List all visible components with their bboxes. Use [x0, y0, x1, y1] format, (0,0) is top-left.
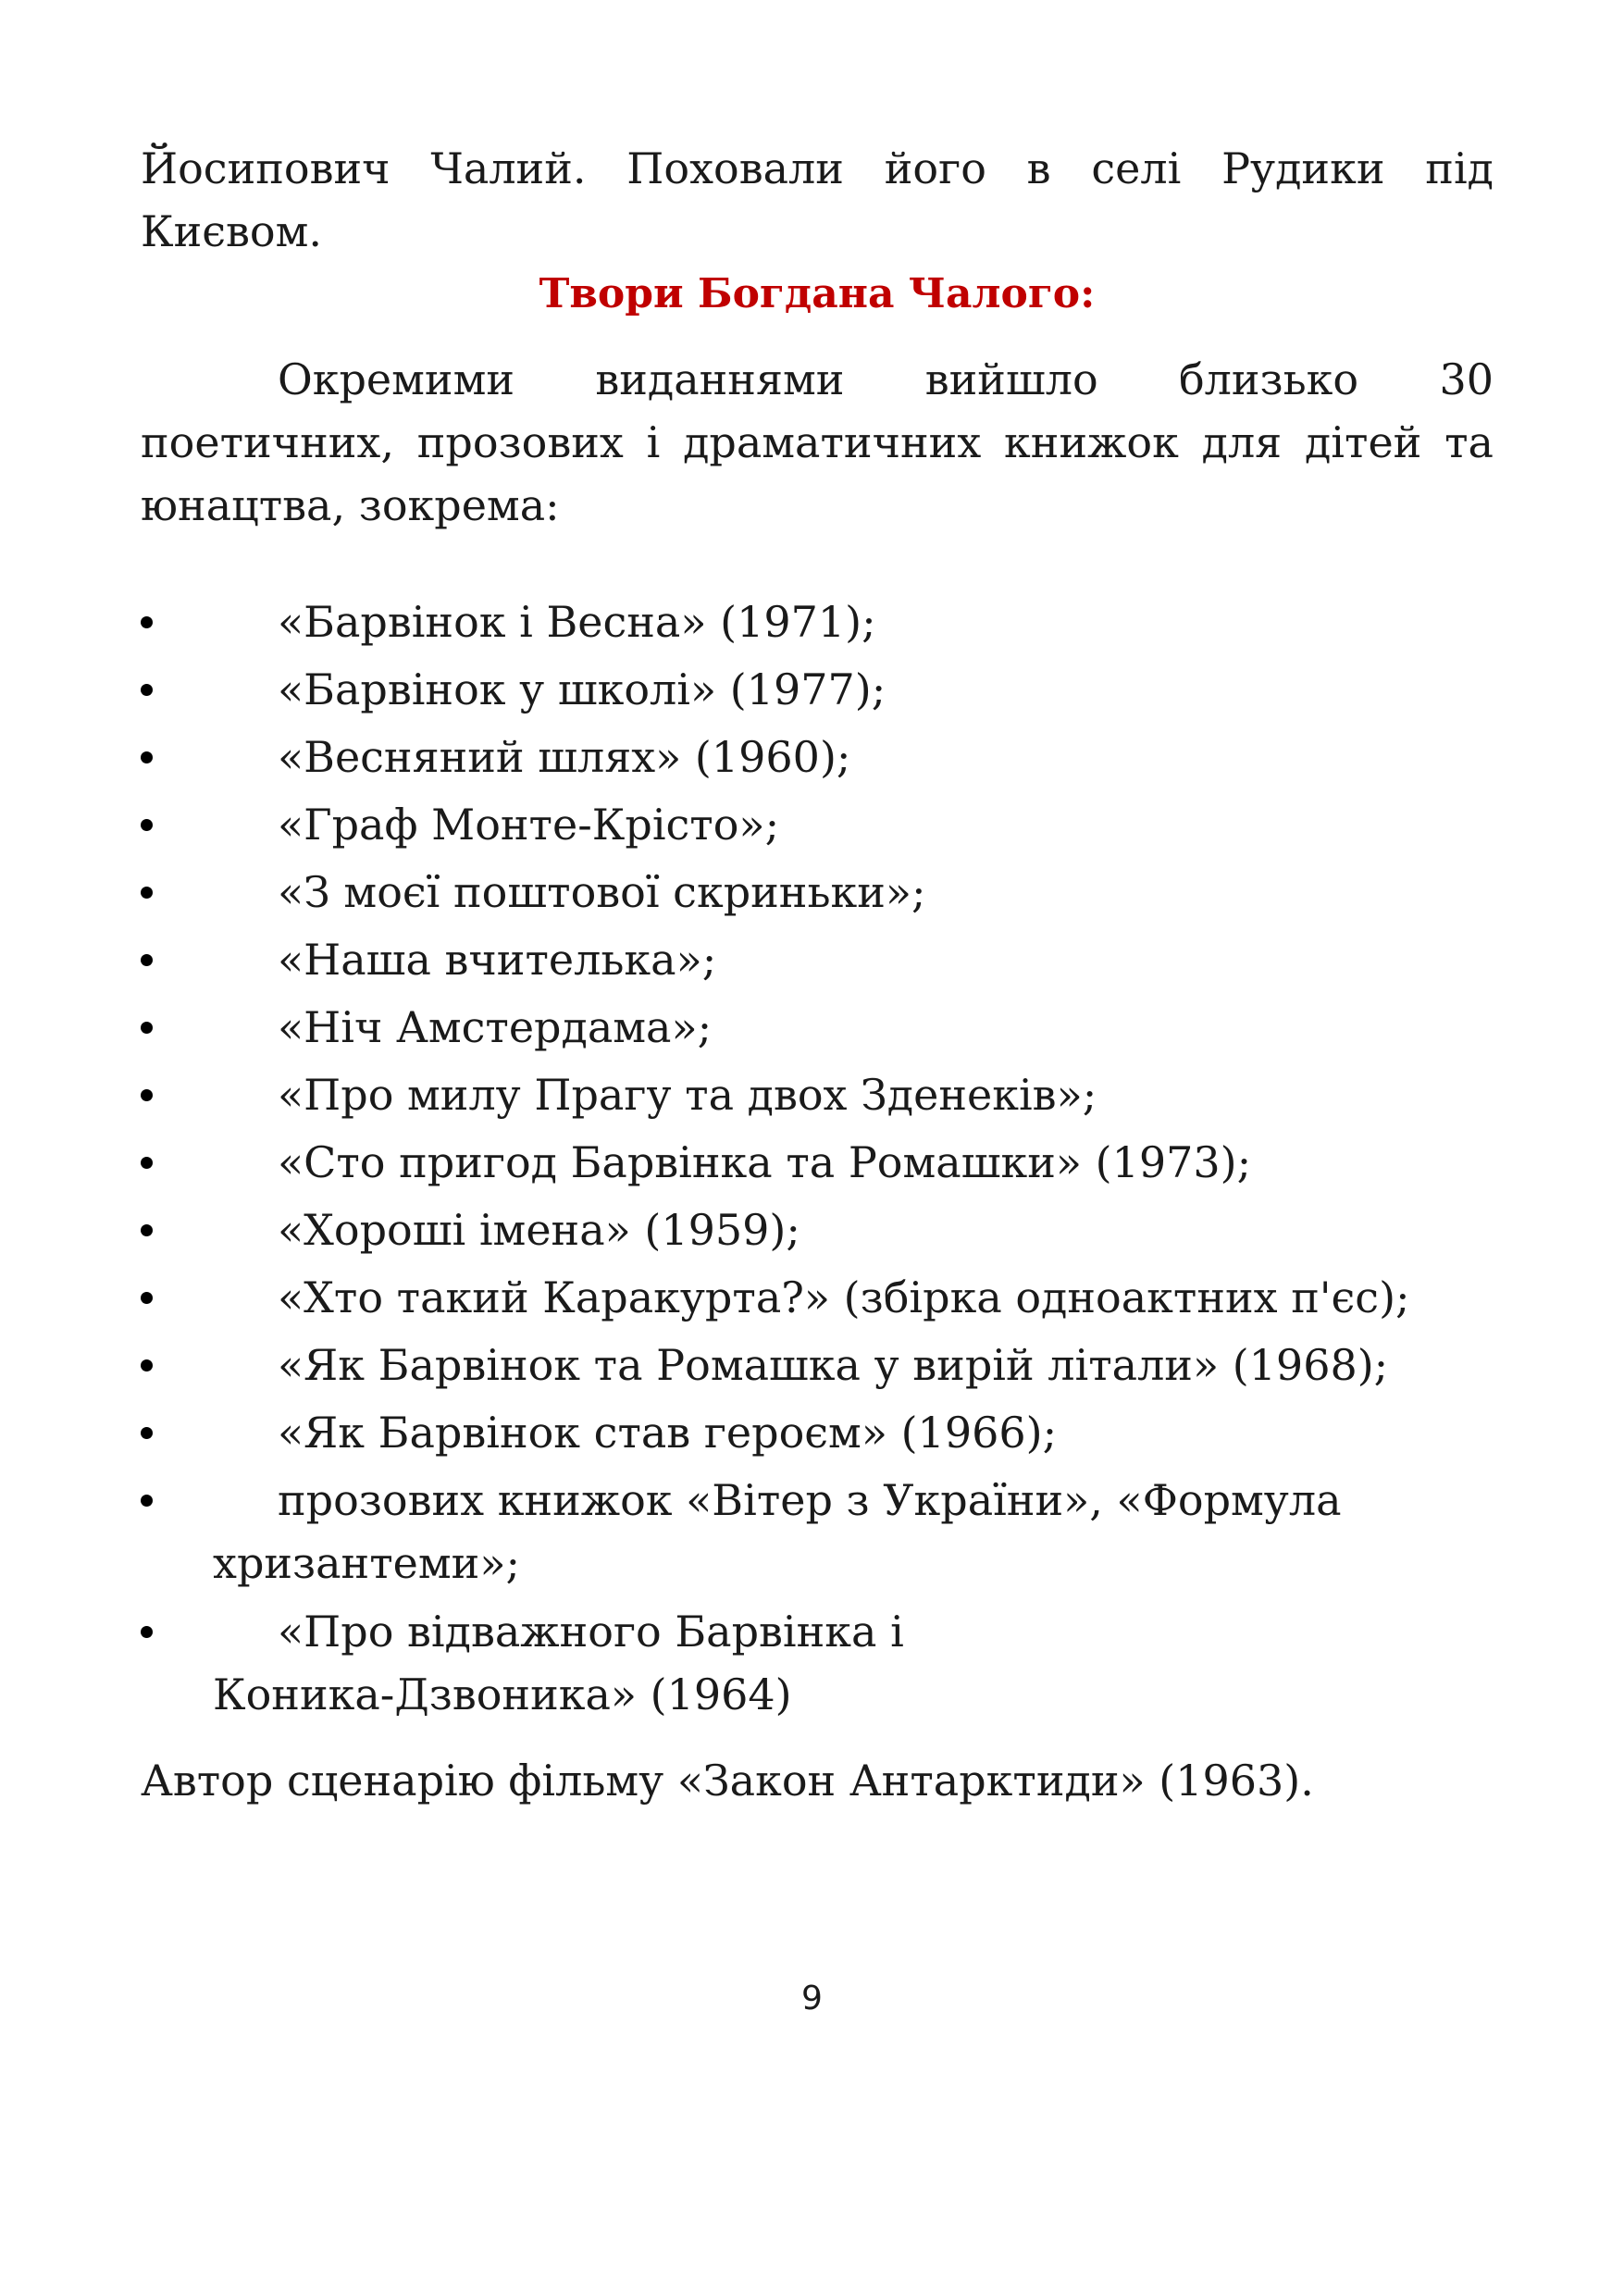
works-list [141, 590, 1494, 1728]
bullet-icon [141, 616, 153, 628]
list-item [141, 1469, 1494, 1598]
list-item-text: «Наша вчителька»; [278, 935, 717, 985]
list-item [141, 726, 1494, 793]
intro-paragraph-text: Йосипович Чалий. Поховали його в селі Рудики під Києвом. [141, 143, 1494, 256]
works-intro-rest [141, 411, 1494, 537]
list-item-text: «Як Барвінок став героєм» (1966); [278, 1408, 1058, 1458]
list-item-text: «Барвінок у школі» (1977); [278, 664, 886, 714]
list-item [141, 1600, 1494, 1726]
works-intro-rest-text: поетичних, прозових і драматичних книжок для дітей та юнацтва, зокрема: [141, 417, 1494, 530]
list-item [141, 590, 1494, 658]
list-item-text: «З моєї поштової скриньки»; [278, 867, 926, 917]
list-item-text: «Хто такий Каракурта?» (збірка одноактних п'єс); [278, 1272, 1410, 1322]
list-item-text: прозових книжок «Вітер з України», «Формула хризантеми»; [213, 1475, 1342, 1588]
author-note [141, 1749, 1494, 1812]
bullet-icon [141, 1292, 153, 1304]
list-item-text: «Весняний шлях» (1960); [278, 732, 851, 782]
list-item-text: «Як Барвінок та Ромашка у вирій літали» (1968); [278, 1340, 1389, 1390]
bullet-icon [141, 1495, 153, 1507]
works-heading: Твори Богдана Чалого: [539, 270, 1096, 317]
bullet-icon [141, 1224, 153, 1236]
list-item [141, 1198, 1494, 1266]
bullet-icon [141, 1089, 153, 1101]
list-item-text: «Ніч Амстердама»; [278, 1002, 713, 1052]
author-note-text: Автор сценарію фільму «Закон Антарктиди» (1963). [141, 1756, 1314, 1806]
bullet-icon [141, 954, 153, 966]
bullet-icon [141, 1427, 153, 1439]
list-item-text: «Граф Монте-Крісто»; [278, 800, 780, 850]
list-item [141, 1334, 1494, 1401]
list-item-text: «Хороші імена» (1959); [278, 1205, 800, 1255]
bullet-icon [141, 684, 153, 696]
list-item [141, 928, 1494, 996]
bullet-icon [141, 1022, 153, 1034]
list-item-text: «Про відважного Барвінка і Коника-Дзвоника» (1964) [213, 1607, 904, 1719]
intro-paragraph [141, 137, 1494, 263]
list-item [141, 793, 1494, 861]
works-intro-line1-text: Окремими виданнями вийшло близько 30 [278, 354, 1494, 404]
bullet-icon [141, 751, 153, 763]
list-item-text: «Барвінок і Весна» (1971); [278, 597, 876, 647]
list-item [141, 658, 1494, 726]
list-item [141, 1131, 1494, 1198]
bullet-icon [141, 819, 153, 831]
list-item [141, 1266, 1494, 1334]
list-item-text: «Про милу Прагу та двох Зденеків»; [278, 1070, 1097, 1120]
works-intro-paragraph [141, 348, 1494, 537]
list-item [141, 1063, 1494, 1131]
bullet-icon [141, 1626, 153, 1638]
list-item [141, 996, 1494, 1063]
bullet-icon [141, 887, 153, 899]
list-item [141, 1401, 1494, 1469]
page-number: 9 [801, 1980, 823, 2017]
bullet-icon [141, 1157, 153, 1169]
list-item [141, 861, 1494, 928]
works-intro-first-line [141, 348, 1494, 411]
bullet-icon [141, 1359, 153, 1371]
list-item-text: «Сто пригод Барвінка та Ромашки» (1973); [278, 1137, 1252, 1187]
